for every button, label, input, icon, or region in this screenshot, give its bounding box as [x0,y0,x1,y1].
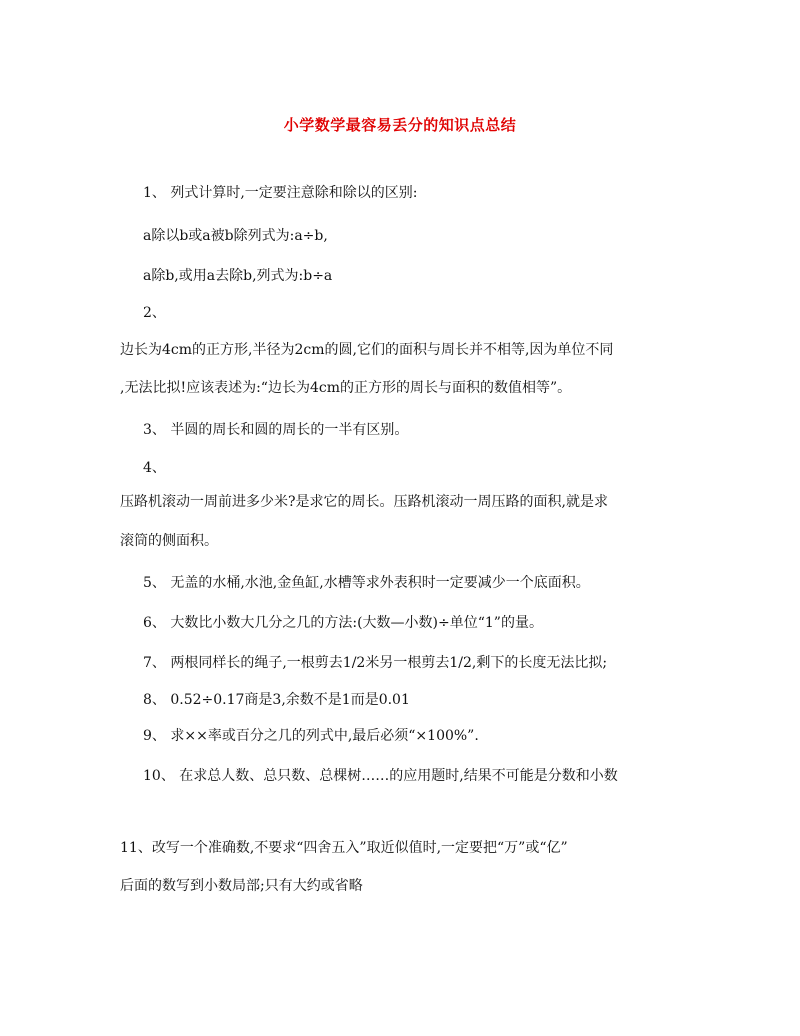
paragraph-line: 滚筒的侧面积。 [120,533,218,549]
paragraph-line: 边长为4cm的正方形,半径为2cm的圆,它们的面积与周长并不相等,因为单位不同 [120,342,614,358]
paragraph-line: 3、 半圆的周长和圆的周长的一半有区别。 [143,422,409,438]
document-title: 小学数学最容易丢分的知识点总结 [283,116,517,134]
paragraph-line: 1、 列式计算时,一定要注意除和除以的区别: [143,185,418,201]
paragraph-line: 9、 求××率或百分之几的列式中,最后必须“×100%”. [143,728,479,744]
paragraph-line: 2、 [143,305,166,321]
paragraph-line: ,无法比拟!应该表述为:“边长为4cm的正方形的周长与面积的数值相等”。 [120,380,572,396]
paragraph-line: 10、 在求总人数、总只数、总棵树……的应用题时,结果不可能是分数和小数 [143,768,618,784]
paragraph-line: 5、 无盖的水桶,水池,金鱼缸,水槽等求外表积时一定要减少一个底面积。 [143,575,590,591]
paragraph-line: 压路机滚动一周前进多少米?是求它的周长。压路机滚动一周压路的面积,就是求 [120,494,608,510]
paragraph-line: 后面的数写到小数局部;只有大约或省略 [120,878,363,894]
paragraph-line: 8、 0.52÷0.17商是3,余数不是1而是0.01 [143,692,410,708]
paragraph-line: 6、 大数比小数大几分之几的方法:(大数—小数)÷单位“1”的量。 [143,615,543,631]
paragraph-line: 7、 两根同样长的绳子,一根剪去1/2米另一根剪去1/2,剩下的长度无法比拟; [143,655,608,671]
paragraph-line: a除b,或用a去除b,列式为:b÷a [143,268,333,284]
paragraph-line: 11、改写一个准确数,不要求“四舍五入”取近似值时,一定要把“万”或“亿” [120,840,568,856]
paragraph-line: a除以b或a被b除列式为:a÷b, [143,228,328,244]
paragraph-line: 4、 [143,460,166,476]
